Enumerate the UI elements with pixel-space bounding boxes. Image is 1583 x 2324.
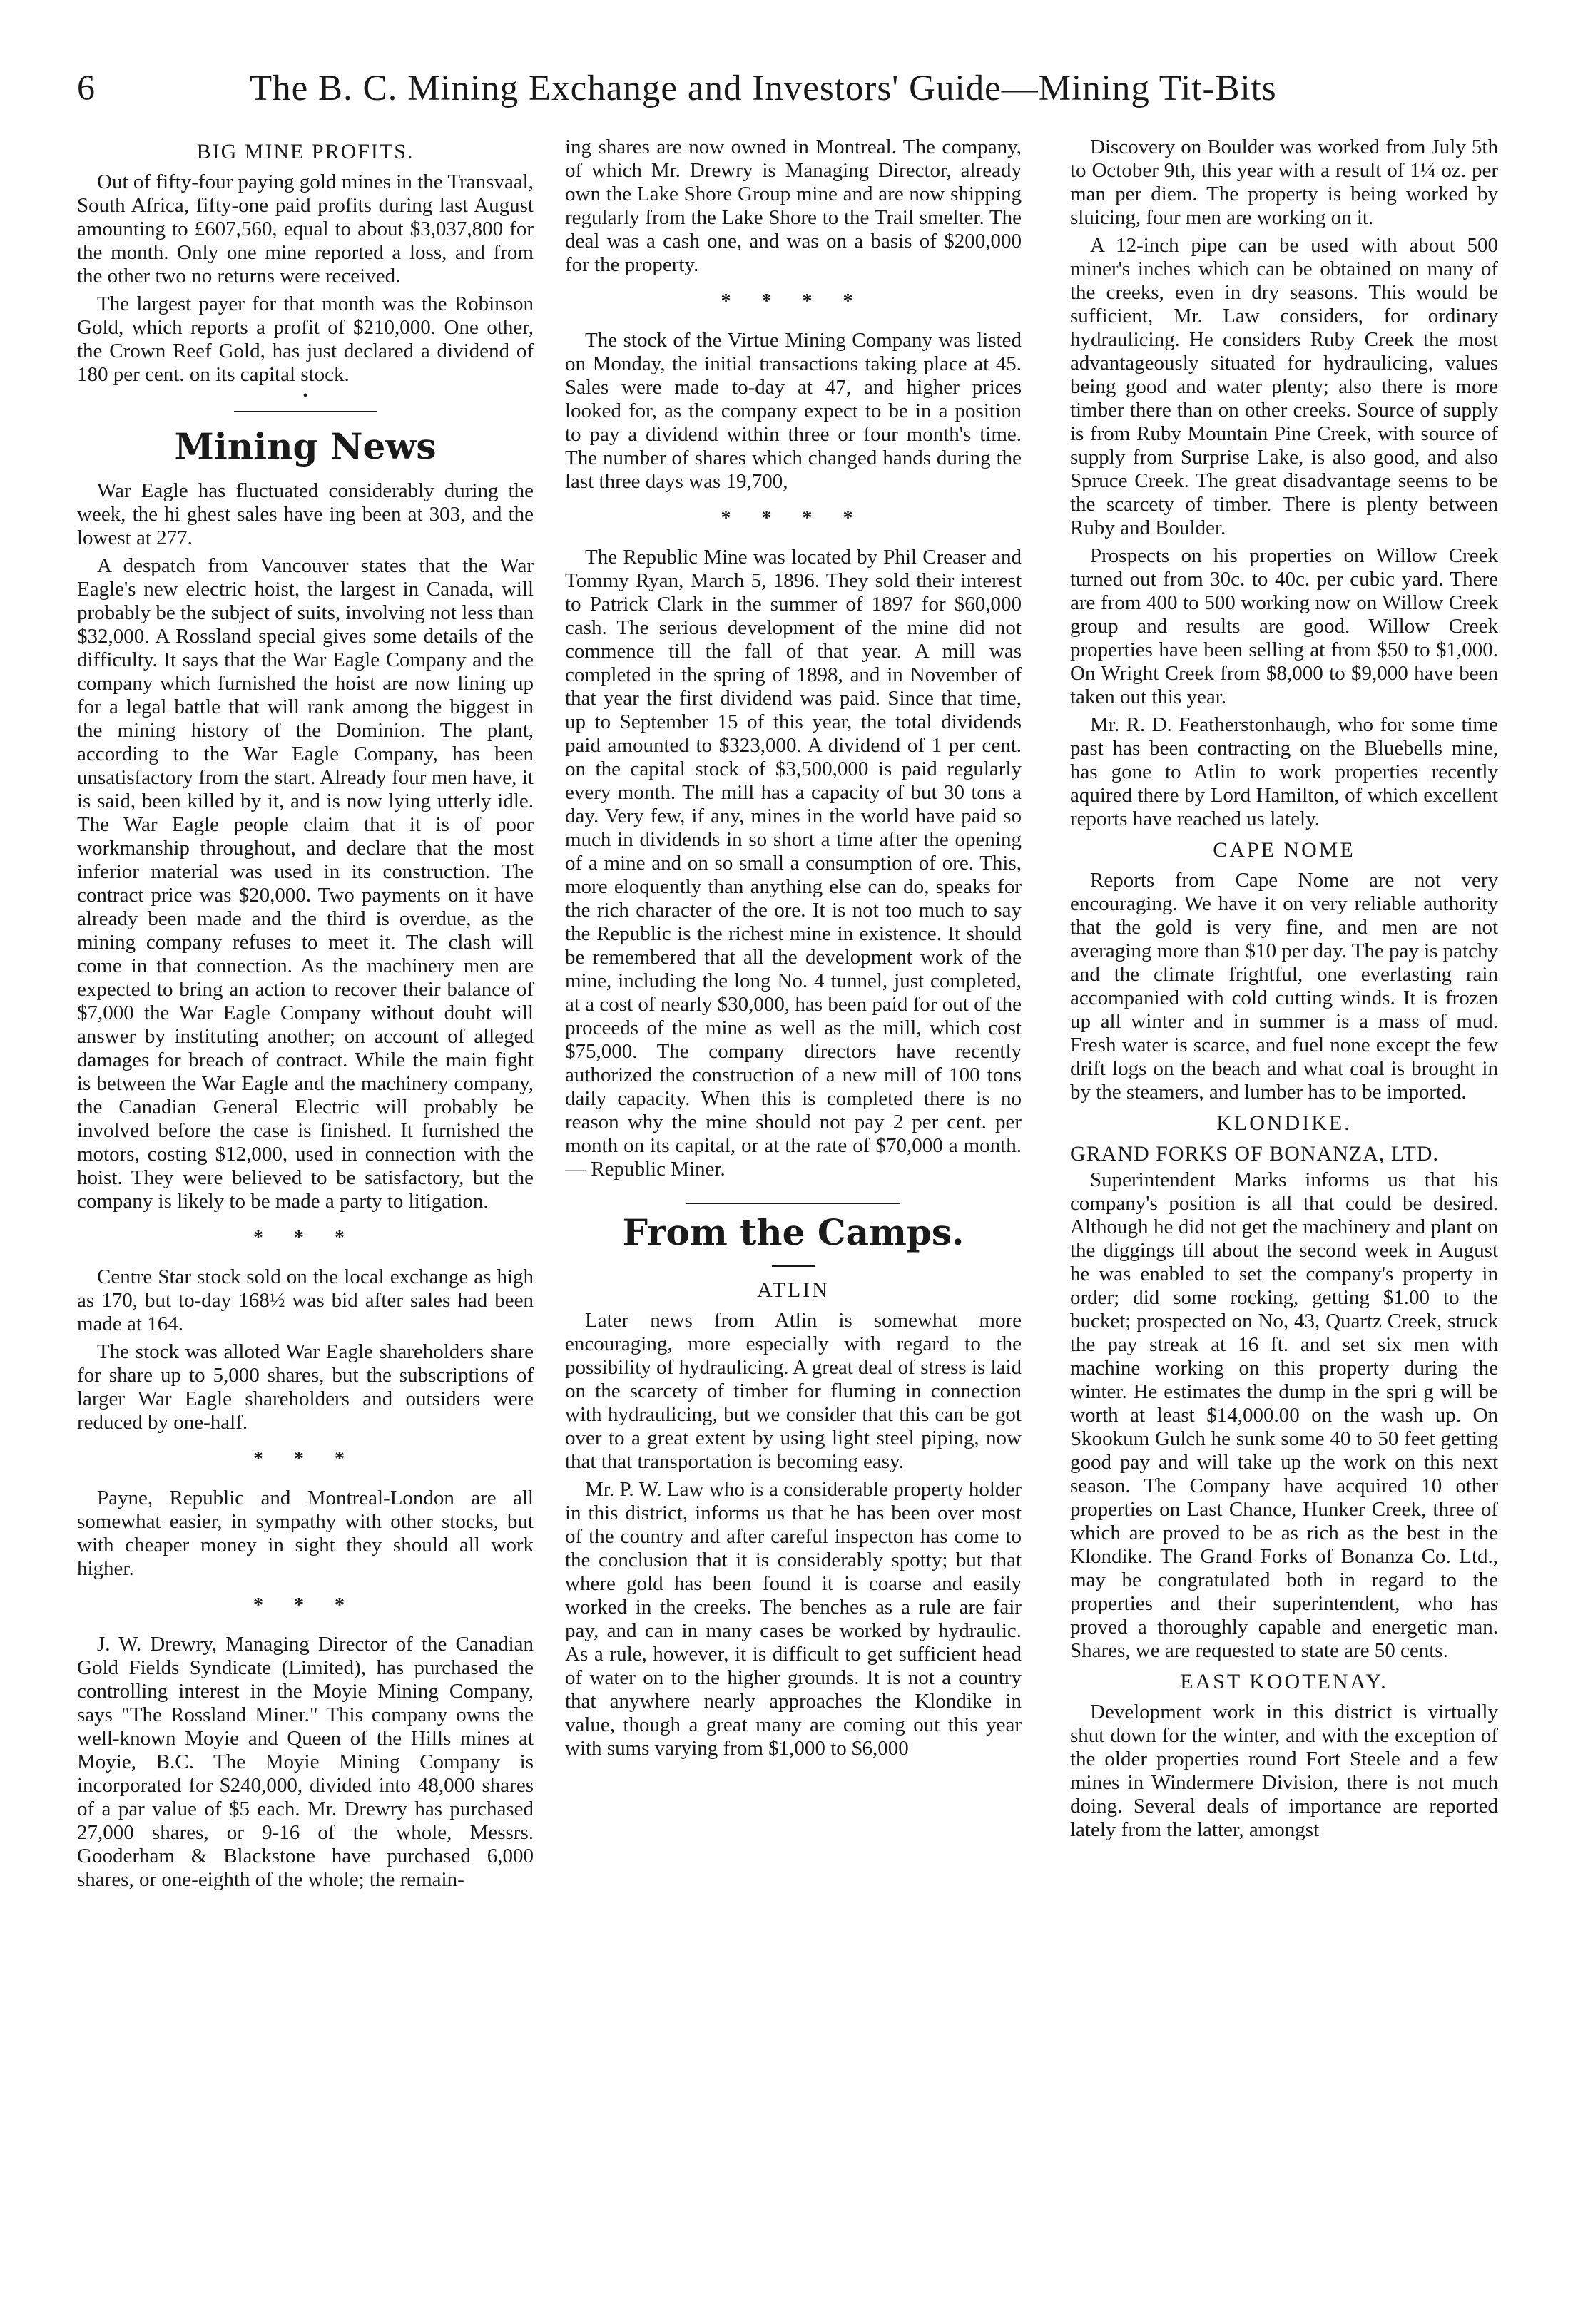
paragraph: Payne, Republic and Montreal-London are all somewhat easier, in sympathy with other stocks, but with cheaper money in sight they should all work higher. — [77, 1487, 534, 1580]
paragraph: Mr. R. D. Featherstonhaugh, who for some time past has been contracting on the Bluebells mine, has gone to Atlin to work properties recently aquired there by Lord Hamilton, of which excellent reports have reached us lately. — [1070, 713, 1498, 830]
paragraph: Reports from Cape Nome are not very encouraging. We have it on very reliable authority that the gold is very fine, and men are not averaging more than $10 per day. The pay is patchy and the climate frightful, one everlasting rain accompanied with cold cutting winds. It is frozen up all winter and in summer is a mass of mud. Fresh water is scarce, and fuel none except the few drift logs on the beach and what coal is brought in by the steamers, and lumber has to be imported. — [1070, 869, 1498, 1104]
rule — [772, 1265, 815, 1267]
mining-news-heading: Mining News — [174, 425, 437, 467]
paragraph: Superintendent Marks informs us that his company's position is all that could be desired. Although he did not get the machinery and plant on the diggings till about the second week in August he was enabled to set the company's property in order; did some rocking, getting $1.00 to the bucket; prospected on No, 43, Quartz Creek, struck the pay streak at 16 ft. and set six men with machine working on this property during the winter. He estimates the dump in the spri g will be worth at least $14,000.00 on the wash up. On Skookum Gulch he sunk some 40 to 50 feet getting good pay and will take up the work on this next season. The Company have acquired 10 other properties on Last Chance, Hunker Creek, three of which are proved to be as rich as the best in the Klondike. The Grand Forks of Bonanza Co. Ltd., may be congratulated both in regard to the properties and their superintendent, who has proved a thoroughly capable and energetic man. Shares, we are requested to state are 50 cents. — [1070, 1168, 1498, 1662]
atlin-heading: ATLIN — [757, 1278, 830, 1302]
separator: * * * — [253, 1594, 357, 1616]
paragraph: A despatch from Vancouver states that the War Eagle's new electric hoist, the largest in Canada, will probably be the subject of suits, involving not less than $32,000. A Rossland special gives some details of the difficulty. It says that the War Eagle Company and the company which furnished the hoist are now lining up for a legal battle that will rank among the biggest in the mining history of the Dominion. The plant, according to the War Eagle Company, has been unsatisfactory from the start. Already four men have, it is said, been killed by it, and is now lying utterly idle. The War Eagle people claim that it is of poor workmanship throughout, and declare that the most inferior material was used in its construction. The contract price was $20,000. Two payments on it have already been made and the third is overdue, as the mining company refuses to meet it. The clash will come in that connection. As the machinery men are expected to bring an action to recover their balance of $7,000 the War Eagle Company without doubt will answer by instituting another; on account of alleged damages for breach of contract. While the main fight is between the War Eagle and the machinery company, the Canadian General Electric will probably be involved before the case is finished. It furnished the motors, costing $12,000, used in connection with the hoist. They were believed to be satisfactory, but the company is likely to be made a party to litigation. — [77, 554, 534, 1213]
paragraph: Development work in this district is virtually shut down for the winter, and with the exception of the older properties round Fort Steele and a few mines in Windermere Division, there is not much doing. Several deals of importance are reported lately from the latter, amongst — [1070, 1701, 1498, 1841]
separator: * * * * — [721, 507, 866, 529]
paragraph: Out of fifty-four paying gold mines in the Transvaal, South Africa, fifty-one paid profits during last August amounting to £607,560, equal to about $3,037,800 for the month. Only one mine reported a loss, and from the other two no returns were received. — [77, 170, 534, 287]
paragraph: Mr. P. W. Law who is a considerable property holder in this district, informs us that he has been over most of the country and after careful inspecton has come to the conclusion that it is considerably spotty; but that where gold has been found it is coarse and easily worked in the creeks. The benches as a rule are fair pay, and can in many cases be worked by hydraulic. As a rule, however, it is difficult to get sufficient head of water on to the higher grounds. It is not a country that anywhere nearly approaches the Klondike in value, though a great many are coming out this year with sums varying from $1,000 to $6,000 — [565, 1478, 1022, 1760]
paragraph: The stock of the Virtue Mining Company was listed on Monday, the initial transactions taking place at 45. Sales were made to-day at 47, and higher prices looked for, as the company expect to be in a position to pay a dividend within three or four month's time. The number of shares which changed hands during the last three days was 19,700, — [565, 329, 1022, 493]
paragraph: Later news from Atlin is somewhat more encouraging, more especially with regard to the possibility of hydraulicing. A great deal of stress is laid on the scarcety of timber for fluming in connection with hydraulicing, but we consider that this can be got over to a great extent by using light steel piping, now that that transportation is becoming easy. — [565, 1309, 1022, 1473]
rule — [234, 411, 377, 412]
column-1 — [77, 136, 534, 2290]
running-head: The B. C. Mining Exchange and Investors' Guide—Mining Tit-Bits — [250, 68, 1277, 108]
column-2 — [565, 136, 1022, 2290]
paragraph: The Republic Mine was located by Phil Creaser and Tommy Ryan, March 5, 1896. They sold their interest to Patrick Clark in the summer of 1897 for $60,000 cash. The serious development of the mine did not commence till the fall of that year. A mill was completed in the spring of 1898, and in November of that year the first dividend was paid. Since that time, up to September 15 of this year, the total dividends paid amounted to $323,000. A dividend of 1 per cent. on the capital stock of $3,500,000 is paid regularly every month. The mill has a capacity of but 30 tons a day. Very few, if any, mines in the world have paid so much in dividends in so short a time after the opening of a mine and on so small a consumption of ore. This, more eloquently than anything else can do, speaks for the rich character of the ore. It is not too much to say the Republic is the richest mine in existence. It should be remembered that all the development work of the mine, including the long No. 4 tunnel, just completed, at a cost of nearly $30,000, has been paid for out of the proceeds of the mine as well as the mill, which cost $75,000. The company directors have recently authorized the construction of a new mill of 100 tons daily capacity. When this is completed there is no reason why the mine should not pay 2 per cent. per month on its capital, or at the rate of $70,000 a month. — Republic Miner. — [565, 546, 1022, 1181]
paragraph: The stock was alloted War Eagle shareholders share for share up to 5,000 shares, but the subscriptions of larger War Eagle shareholders and outsiders were reduced by one-half. — [77, 1340, 534, 1434]
paragraph: War Eagle has fluctuated considerably during the week, the hi ghest sales have ing been at 303, and the lowest at 277. — [77, 479, 534, 549]
page-number: 6 — [77, 67, 95, 107]
paragraph: ing shares are now owned in Montreal. The company, of which Mr. Drewry is Managing Director, already own the Lake Shore Group mine and are now shipping regularly from the Lake Shore to the Trail smelter. The deal was a cash one, and was on a basis of $200,000 for the property. — [565, 136, 1022, 276]
separator: * * * — [253, 1227, 357, 1249]
rule — [686, 1203, 900, 1204]
grand-forks-subheading: GRAND FORKS OF BONANZA, LTD. — [1070, 1142, 1439, 1166]
paragraph: J. W. Drewry, Managing Director of the Canadian Gold Fields Syndicate (Limited), has purchased the controlling interest in the Moyie Mining Company, says "The Rossland Miner." This company owns the well-known Moyie and Queen of the Hills mines at Moyie, B.C. The Moyie Mining Company is incorporated for $240,000, divided into 48,000 shares of a par value of $5 each. Mr. Drewry has purchased 27,000 shares, or 9-16 of the whole, Messrs. Gooderham & Blackstone have purchased 6,000 shares, or one-eighth of the whole; the remain- — [77, 1633, 534, 1891]
klondike-heading: KLONDIKE. — [1216, 1111, 1352, 1135]
column-3 — [1070, 136, 1498, 2290]
big-mine-profits-heading: BIG MINE PROFITS. — [196, 140, 414, 163]
from-the-camps-heading: From the Camps. — [622, 1211, 964, 1253]
paragraph: Discovery on Boulder was worked from July 5th to October 9th, this year with a result of 1¼ oz. per man per diem. The property is being worked by sluicing, four men are working on it. — [1070, 136, 1498, 229]
separator: * * * — [253, 1448, 357, 1470]
paragraph: Centre Star stock sold on the local exchange as high as 170, but to-day 168½ was bid after sales had been made at 164. — [77, 1265, 534, 1335]
separator: * * * * — [721, 290, 866, 312]
paragraph: A 12-inch pipe can be used with about 500 miner's inches which can be obtained on many of the creeks, even in dry seasons. This would be sufficient, Mr. Law considers, for ordinary hydraulicing. He considers Ruby Creek the most advantageously situated for hydraulicing, values being good and water plenty; also there is more timber there than on other creeks. Source of supply is from Ruby Mountain Pine Creek, with source of supply from Surprise Lake, is also good, and also Spruce Creek. The great disadvantage seems to be the scarcety of timber. There is plenty between Ruby and Boulder. — [1070, 234, 1498, 539]
east-kootenay-heading: EAST KOOTENAY. — [1180, 1670, 1388, 1693]
cape-nome-heading: CAPE NOME — [1213, 838, 1355, 862]
paragraph: Prospects on his properties on Willow Creek turned out from 30c. to 40c. per cubic yard. There are from 400 to 500 working now on Willow Creek group and results are good. Willow Creek properties have been selling at from $50 to $1,000. On Wright Creek from $8,000 to $9,000 have been taken out this year. — [1070, 544, 1498, 708]
ornament: • — [302, 388, 308, 404]
paragraph: The largest payer for that month was the Robinson Gold, which reports a profit of $210,000. One other, the Crown Reef Gold, has just declared a dividend of 180 per cent. on its capital stock. — [77, 292, 534, 386]
